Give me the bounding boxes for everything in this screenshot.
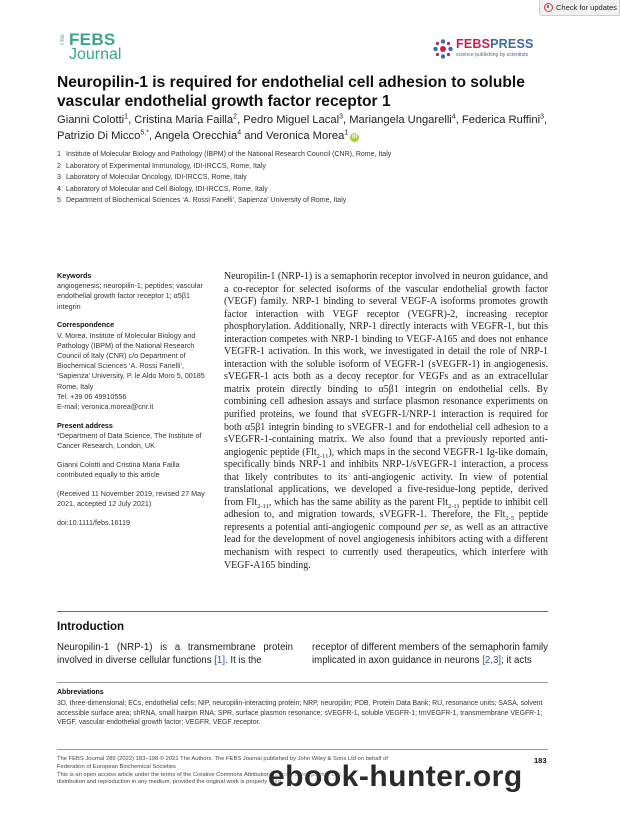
author-name: Pedro Miguel Lacal xyxy=(243,114,340,126)
abstract xyxy=(224,271,548,572)
author-name: Veronica Morea xyxy=(266,129,345,142)
affiliation-item: 4 Laboratory of Molecular and Cell Biology, IDI-IRCCS, Rome, Italy xyxy=(57,185,268,193)
febs-press-dots-icon xyxy=(432,38,454,60)
doi-link[interactable]: doi:10.1111/febs.16119 xyxy=(57,517,130,527)
intro-right-text: receptor of different members of the semaphorin family implicated in axon guidance in neurons xyxy=(312,642,548,666)
intro-left-text: Neuropilin-1 (NRP-1) is a transmembrane protein involved in diverse cellular functions xyxy=(57,642,293,666)
author-affiliation-marker: 4 xyxy=(237,128,242,136)
author-affiliation-marker: 2 xyxy=(233,113,238,121)
abbreviations-divider xyxy=(57,682,548,683)
journal-logo-febs: FEBS xyxy=(69,30,116,49)
publisher-tagline: science publishing by scientists xyxy=(456,52,529,58)
intro-right-text-end: ; it acts xyxy=(501,655,532,666)
abstract-paragraph: Neuropilin-1 (NRP-1) is a semaphorin receptor involved in neuron guidance, and a co-receptor for selected isoforms of the vascular endothelial growth factor (VEGF) family. NRP-1 binding to several VEGF-A isoforms promotes growth factor interaction with VEGF receptor (VEGFR)-2, increasing receptor phosphorylation. Additionally, NRP-1 directly interacts with VEGFR-1, but this interaction competes with NRP-1 binding to VEGF-A165 and does not enhance VEGFR-1 activation. In this work, we investigated in detail the role of NRP-1 interaction with the soluble isoform of VEGFR-1 (sVEGFR-1) in angiogenesis. sVEGFR-1 acts both as a decoy receptor for VEGFs and as an extracellular matrix protein directly binding to α5β1 integrin on endothelial cells. By combining cell adhesion assays and surface plasmon resonance experiments on purified proteins, we found that sVEGFR-1/NRP-1 interaction is required for both α5β1 integrin binding to sVEGFR-1 and for endothelial cell adhesion to a sVEGFR-1-containing matrix. We also found that a previously reported anti-angiogenic peptide (Flt$_{2-11}$), which maps in the second VEGFR-1 Ig-like domain, specifically binds NRP-1 and inhibits NRP-1/sVEGFR-1 interaction, a process that likely contributes to its anti-angiogenic activity. In view of potential translational applications, we developed a five-residue-long peptide, derived from Flt$_{2-11}$, which has the same ability as the parent Flt$_{2-11}$ peptide to inhibit cell adhesion to, and migration towards, sVEGFR-1. Therefore, the Flt$_{2-5}$ peptide represents a potential anti-angiogenic compound per se, as well as an attractive lead for the development of novel angiogenesis inhibitors acting with a different mechanism with respect to currently used therapeutics, which interfere with VEGF-A165 binding. xyxy=(224,271,549,571)
author-affiliation-marker: 5,* xyxy=(140,128,149,136)
publisher-logo xyxy=(432,36,572,62)
journal-logo-journal: Journal xyxy=(69,46,122,63)
footer-line: The FEBS Journal 289 (2022) 183–198 © 2021 The Authors. The FEBS Journal published by John Wiley & Sons Ltd on behalf of xyxy=(57,756,388,762)
check-for-updates-button[interactable] xyxy=(539,0,620,16)
abbreviations-text: 3D, three-dimensional; ECs, endothelial cells; NIP, neuropilin-interacting protein; NRP, neuropilin; PDB, Protein Data Bank; RU, resonance units; SASA, solvent accessible surface area; shRNA, small hairpin RNA; SPR, surface plasmon resonance; sVEGFR-1, soluble VEGFR-1; tmVEGFR-1, transmembrane VEGFR-1; VEGF, vascular endothelial growth factor; VEGFR, VEGF receptor. xyxy=(57,700,543,727)
footer-line: Federation of European Biochemical Societies xyxy=(57,763,176,770)
footer-line: distribution and reproduction in any medium, provided the original work is properly cited. xyxy=(57,779,283,786)
correspondence-heading: Correspondence xyxy=(57,320,115,330)
affiliation-item: 2 Laboratory of Experimental Immunology, IDI-IRCCS, Rome, Italy xyxy=(57,162,266,170)
reference-link[interactable]: [2,3] xyxy=(482,655,502,666)
author-name: Gianni Colotti xyxy=(57,114,125,126)
intro-left-text-end: . It is the xyxy=(225,655,262,666)
orcid-icon[interactable]: iD xyxy=(352,133,358,140)
present-address-heading: Present address xyxy=(57,420,113,430)
author-affiliation-marker: 4 xyxy=(451,113,456,121)
received-dates: (Received 11 November 2019, revised 27 May 2021, accepted 12 July 2021) xyxy=(57,488,205,508)
author-name: Patrizio Di Micco xyxy=(57,129,141,142)
equal-contribution-note: Gianni Colotti and Cristina Maria Failla contributed equally to this article xyxy=(57,459,180,479)
intro-column-left xyxy=(57,641,293,667)
author-affiliation-marker: 1 xyxy=(344,128,349,136)
keywords-heading: Keywords xyxy=(57,271,92,280)
author-name: Angela Orecchia xyxy=(154,129,238,142)
present-address-text: *Department of Data Science, The Institute of Cancer Research, London, UK xyxy=(57,430,202,451)
keywords-text: angiogenesis; neuropilin-1; peptides; vascular endothelial growth factor receptor 1; α5β1 integrin xyxy=(57,281,203,311)
article-title: Neuropilin-1 is required for endothelial cell adhesion to soluble vascular endothelial growth factor receptor 1 xyxy=(57,74,525,110)
affiliation-item: 3 Laboratory of Molecular Oncology, IDI-IRCCS, Rome, Italy xyxy=(57,174,247,181)
publisher-name: FEBSPRESS xyxy=(456,37,534,51)
footer-divider xyxy=(57,749,548,750)
author-name: Federica Ruffini xyxy=(461,114,541,126)
article-info-sidebar xyxy=(57,271,215,536)
author-affiliation-marker: 3 xyxy=(540,113,544,121)
author-affiliation-marker: 1 xyxy=(124,113,129,121)
correspondence-email[interactable]: E-mail: veronica.morea@cnr.it xyxy=(57,401,154,411)
correspondence-address: V. Morea, Institute of Molecular Biology and Pathology (IBPM) of the National Research Council of Italy (CNR) c/o Department of Biochemical Sciences ‘A. Rossi Fanelli’, ‘Sapienza’ University, P. le Aldo Moro 5, 00185 Rome, Italy xyxy=(57,330,205,391)
affiliation-list xyxy=(57,149,577,207)
intro-column-right xyxy=(312,641,548,667)
page-number: 183 xyxy=(534,756,547,765)
affiliation-item: 1 Institute of Molecular Biology and Pathology (IBPM) of the National Research Council (CNR), Rome, Italy xyxy=(57,151,392,158)
journal-logo-the: The xyxy=(60,34,66,46)
watermark: ebook-hunter.org xyxy=(268,760,523,793)
author-name: Cristina Maria Failla xyxy=(134,114,234,126)
introduction-heading: Introduction xyxy=(57,621,125,633)
affiliation-item: 5 Department of Biochemical Sciences ‘A. Rossi Fanelli’, Sapienza’ University of Rome, Italy xyxy=(57,197,347,204)
correspondence-phone: Tel. +39 06 49910556 xyxy=(57,391,127,401)
author-name: Mariangela Ungarelli xyxy=(349,114,452,126)
journal-logo xyxy=(60,32,130,66)
section-divider xyxy=(57,611,548,612)
author-list: Gianni Colotti$^1$, Cristina Maria Failla$^2$, Pedro Miguel Lacal$^3$, Mariangela Ungarelli$^4$, Federica Ruffini$^3$, Patrizio Di Micco$^{5,*}$, Angela Orecchia$^4$ and Veronica Morea$^1$iD xyxy=(57,113,548,142)
author-affiliation-marker: 3 xyxy=(339,113,343,121)
crossmark-icon xyxy=(544,3,553,12)
abbreviations-heading: Abbreviations xyxy=(57,689,104,696)
check-for-updates-label: Check for updates xyxy=(556,2,617,12)
reference-link[interactable]: [1] xyxy=(214,655,226,666)
footer-line: This is an open access article under the terms of the Creative Commons Attribution License, which permits use, xyxy=(57,771,343,778)
